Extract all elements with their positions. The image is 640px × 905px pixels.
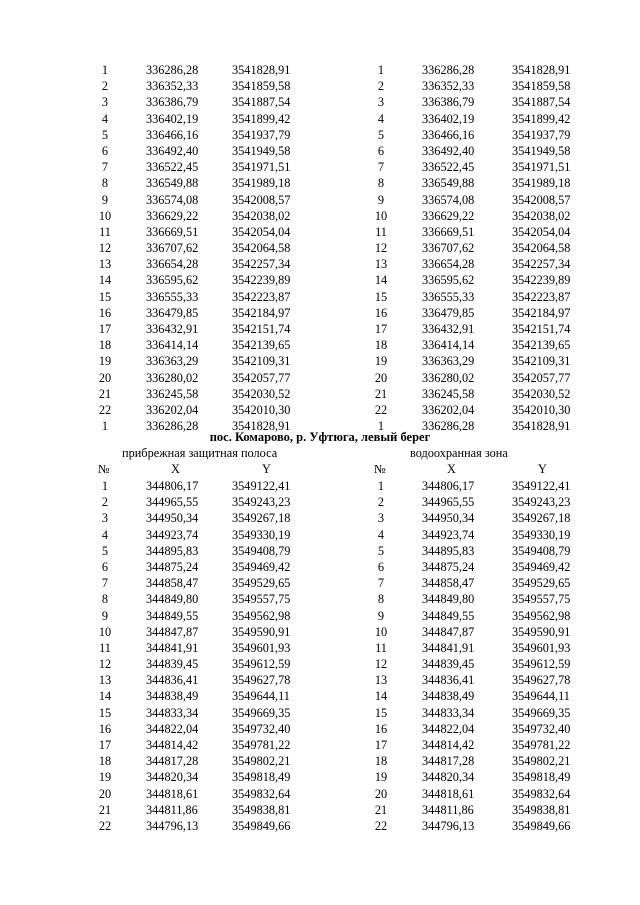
y-coordinate: 3542030,52	[512, 386, 571, 401]
y-coordinate: 3549802,21	[512, 754, 571, 769]
y-coordinate: 3541828,91	[232, 419, 291, 434]
point-number: 12	[374, 241, 388, 256]
y-coordinate: 3541859,58	[232, 79, 291, 94]
x-coordinate: 344858,47	[422, 576, 475, 591]
x-coordinate: 344841,91	[422, 640, 475, 655]
x-coordinate: 336286,28	[422, 419, 475, 434]
x-coordinate: 336352,33	[422, 79, 475, 94]
y-coordinate: 3549557,75	[232, 592, 291, 607]
point-number: 3	[101, 511, 109, 526]
point-number: 8	[101, 176, 109, 191]
point-number: 5	[377, 127, 385, 142]
x-coordinate: 344811,86	[146, 802, 198, 817]
point-number: 1	[377, 63, 385, 77]
y-coordinate: 3549818,49	[512, 770, 571, 785]
y-coordinate: 3549849,66	[512, 818, 571, 833]
x-coordinate: 336363,29	[146, 354, 199, 369]
y-coordinate: 3549669,35	[512, 705, 571, 720]
x-coordinate: 336555,33	[146, 289, 199, 304]
point-number: 9	[101, 192, 109, 207]
point-number: 6	[101, 143, 109, 158]
y-coordinate: 3549557,75	[512, 592, 571, 607]
x-coordinate: 336245,58	[422, 386, 475, 401]
y-coordinate: 3549644,11	[232, 689, 290, 704]
y-coordinate: 3542223,87	[232, 289, 291, 304]
y-coordinate: 3542057,77	[232, 370, 291, 385]
y-coordinate: 3542057,77	[512, 370, 571, 385]
y-coordinate: 3549469,42	[232, 559, 291, 574]
point-number: 10	[98, 624, 112, 639]
point-number: 16	[98, 721, 112, 736]
point-number: 1	[377, 479, 385, 493]
right-header-y: Y	[538, 462, 547, 476]
point-number: 10	[374, 208, 388, 223]
x-coordinate: 344806,17	[146, 479, 199, 493]
x-coordinate: 344875,24	[146, 559, 199, 574]
y-coordinate: 3542239,89	[232, 273, 291, 288]
point-number: 6	[377, 143, 385, 158]
y-coordinate: 3541937,79	[512, 127, 571, 142]
x-coordinate: 344833,34	[146, 705, 199, 720]
y-coordinate: 3542184,97	[232, 305, 291, 320]
y-coordinate: 3549612,59	[232, 657, 291, 672]
y-coordinate: 3549529,65	[512, 576, 571, 591]
point-number: 9	[377, 608, 385, 623]
x-coordinate: 344817,28	[146, 754, 199, 769]
left-subtitle: прибрежная защитная полоса	[122, 446, 278, 460]
y-coordinate: 3542239,89	[512, 273, 571, 288]
y-coordinate: 3549612,59	[512, 657, 571, 672]
point-number: 5	[377, 543, 385, 558]
x-coordinate: 336286,28	[146, 63, 199, 77]
point-number: 21	[98, 386, 112, 401]
x-coordinate: 344820,34	[422, 770, 475, 785]
y-coordinate: 3541989,18	[512, 176, 571, 191]
x-coordinate: 344841,91	[146, 640, 199, 655]
y-coordinate: 3549590,91	[232, 624, 291, 639]
x-coordinate: 344895,83	[422, 543, 475, 558]
x-coordinate: 344833,34	[422, 705, 475, 720]
x-coordinate: 336707,62	[422, 241, 475, 256]
point-number: 3	[101, 95, 109, 110]
point-number: 19	[98, 770, 112, 785]
x-coordinate: 344923,74	[422, 527, 475, 542]
right-header-num: №	[374, 462, 386, 476]
point-number: 17	[98, 738, 112, 752]
x-coordinate: 336402,19	[422, 111, 475, 126]
point-number: 16	[374, 305, 388, 320]
x-coordinate: 344847,87	[422, 624, 475, 639]
y-coordinate: 3542008,57	[232, 192, 291, 207]
y-coordinate: 3549267,18	[512, 511, 571, 526]
point-number: 13	[98, 257, 112, 272]
point-number: 22	[98, 818, 112, 833]
x-coordinate: 336245,58	[146, 386, 199, 401]
point-number: 1	[101, 419, 109, 434]
x-coordinate: 336286,28	[146, 419, 199, 434]
point-number: 7	[377, 576, 385, 591]
y-coordinate: 3549802,21	[232, 754, 291, 769]
point-number: 2	[101, 79, 109, 94]
y-coordinate: 3542010,30	[512, 402, 571, 417]
y-coordinate: 3549562,98	[512, 608, 571, 623]
point-number: 5	[101, 543, 109, 558]
y-coordinate: 3549243,23	[512, 495, 571, 510]
point-number: 14	[374, 689, 388, 704]
x-coordinate: 344820,34	[146, 770, 199, 785]
point-number: 12	[98, 241, 112, 256]
y-coordinate: 3541899,42	[512, 111, 571, 126]
y-coordinate: 3542184,97	[512, 305, 571, 320]
x-coordinate: 336432,91	[422, 322, 475, 336]
x-coordinate: 344858,47	[146, 576, 199, 591]
point-number: 8	[377, 176, 385, 191]
y-coordinate: 3541828,91	[232, 63, 291, 77]
y-coordinate: 3542257,34	[512, 257, 571, 272]
y-coordinate: 3549669,35	[232, 705, 291, 720]
point-number: 7	[377, 160, 385, 175]
y-coordinate: 3542109,31	[232, 354, 291, 369]
y-coordinate: 3549330,19	[232, 527, 291, 542]
y-coordinate: 3541949,58	[232, 143, 291, 158]
y-coordinate: 3549832,64	[232, 786, 291, 801]
y-coordinate: 3542257,34	[232, 257, 291, 272]
y-coordinate: 3549590,91	[512, 624, 571, 639]
x-coordinate: 336654,28	[146, 257, 199, 272]
x-coordinate: 336555,33	[422, 289, 475, 304]
point-number: 18	[374, 338, 388, 353]
x-coordinate: 336286,28	[422, 63, 475, 77]
point-number: 4	[377, 111, 385, 126]
y-coordinate: 3549627,78	[232, 673, 291, 688]
x-coordinate: 344875,24	[422, 559, 475, 574]
point-number: 11	[99, 640, 111, 655]
point-number: 1	[377, 419, 385, 434]
point-number: 20	[374, 786, 388, 801]
point-number: 21	[374, 386, 388, 401]
point-number: 18	[374, 754, 388, 769]
point-number: 22	[374, 818, 388, 833]
y-coordinate: 3541949,58	[512, 143, 571, 158]
x-coordinate: 336432,91	[146, 322, 199, 336]
y-coordinate: 3541828,91	[512, 419, 571, 434]
point-number: 14	[98, 273, 112, 288]
x-coordinate: 344838,49	[146, 689, 199, 704]
x-coordinate: 344814,42	[422, 738, 475, 752]
x-coordinate: 336466,16	[422, 127, 475, 142]
y-coordinate: 3549781,22	[512, 738, 571, 752]
x-coordinate: 336549,88	[146, 176, 199, 191]
x-coordinate: 336363,29	[422, 354, 475, 369]
x-coordinate: 336352,33	[146, 79, 199, 94]
y-coordinate: 3549732,40	[512, 721, 571, 736]
x-coordinate: 344923,74	[146, 527, 199, 542]
y-coordinate: 3541971,51	[232, 160, 291, 175]
point-number: 21	[374, 802, 388, 817]
x-coordinate: 336707,62	[146, 241, 199, 256]
x-coordinate: 344965,55	[422, 495, 475, 510]
point-number: 16	[374, 721, 388, 736]
y-coordinate: 3549408,79	[512, 543, 571, 558]
point-number: 4	[101, 527, 109, 542]
y-coordinate: 3541828,91	[512, 63, 571, 77]
right-header-x: X	[447, 462, 456, 476]
y-coordinate: 3541899,42	[232, 111, 291, 126]
point-number: 11	[375, 224, 387, 239]
x-coordinate: 336386,79	[146, 95, 199, 110]
x-coordinate: 336202,04	[422, 402, 475, 417]
point-number: 7	[101, 576, 109, 591]
y-coordinate: 3549122,41	[512, 479, 571, 493]
y-coordinate: 3549644,11	[512, 689, 570, 704]
y-coordinate: 3549469,42	[512, 559, 571, 574]
x-coordinate: 336629,22	[422, 208, 475, 223]
point-number: 13	[374, 257, 388, 272]
y-coordinate: 3549627,78	[512, 673, 571, 688]
x-coordinate: 344950,34	[422, 511, 475, 526]
x-coordinate: 344849,55	[422, 608, 475, 623]
point-number: 4	[101, 111, 109, 126]
y-coordinate: 3549601,93	[512, 640, 571, 655]
y-coordinate: 3542064,58	[512, 241, 571, 256]
x-coordinate: 336202,04	[146, 402, 199, 417]
x-coordinate: 336595,62	[422, 273, 475, 288]
y-coordinate: 3541859,58	[512, 79, 571, 94]
y-coordinate: 3542030,52	[232, 386, 291, 401]
y-coordinate: 3549330,19	[512, 527, 571, 542]
y-coordinate: 3542038,02	[512, 208, 571, 223]
y-coordinate: 3549838,81	[232, 802, 291, 817]
point-number: 12	[98, 657, 112, 672]
x-coordinate: 344895,83	[146, 543, 199, 558]
x-coordinate: 336414,14	[422, 338, 475, 353]
point-number: 20	[98, 370, 112, 385]
x-coordinate: 336492,40	[146, 143, 199, 158]
x-coordinate: 344965,55	[146, 495, 199, 510]
x-coordinate: 344839,45	[422, 657, 475, 672]
point-number: 22	[374, 402, 388, 417]
point-number: 2	[101, 495, 109, 510]
x-coordinate: 344836,41	[146, 673, 199, 688]
point-number: 19	[374, 770, 388, 785]
y-coordinate: 3549732,40	[232, 721, 291, 736]
point-number: 8	[377, 592, 385, 607]
x-coordinate: 336492,40	[422, 143, 475, 158]
y-coordinate: 3549818,49	[232, 770, 291, 785]
point-number: 10	[374, 624, 388, 639]
x-coordinate: 336479,85	[146, 305, 199, 320]
x-coordinate: 336280,02	[422, 370, 475, 385]
point-number: 5	[101, 127, 109, 142]
y-coordinate: 3549408,79	[232, 543, 291, 558]
x-coordinate: 344818,61	[422, 786, 475, 801]
y-coordinate: 3549122,41	[232, 479, 291, 493]
x-coordinate: 336522,45	[146, 160, 199, 175]
x-coordinate: 344814,42	[146, 738, 199, 752]
point-number: 11	[375, 640, 387, 655]
x-coordinate: 336669,51	[422, 224, 475, 239]
y-coordinate: 3549838,81	[512, 802, 571, 817]
y-coordinate: 3549849,66	[232, 818, 291, 833]
point-number: 11	[99, 224, 111, 239]
x-coordinate: 344836,41	[422, 673, 475, 688]
point-number: 15	[374, 705, 388, 720]
x-coordinate: 336479,85	[422, 305, 475, 320]
y-coordinate: 3549601,93	[232, 640, 291, 655]
y-coordinate: 3542054,04	[512, 224, 571, 239]
y-coordinate: 3541937,79	[232, 127, 291, 142]
point-number: 17	[374, 738, 388, 752]
y-coordinate: 3541989,18	[232, 176, 291, 191]
x-coordinate: 344817,28	[422, 754, 475, 769]
y-coordinate: 3549562,98	[232, 608, 291, 623]
y-coordinate: 3542151,74	[512, 322, 571, 336]
y-coordinate: 3542151,74	[232, 322, 291, 336]
y-coordinate: 3541887,54	[512, 95, 571, 110]
point-number: 3	[377, 511, 385, 526]
y-coordinate: 3549267,18	[232, 511, 291, 526]
point-number: 6	[101, 559, 109, 574]
x-coordinate: 336574,08	[422, 192, 475, 207]
y-coordinate: 3549243,23	[232, 495, 291, 510]
y-coordinate: 3541971,51	[512, 160, 571, 175]
section-title: пос. Комарово, р. Уфтюга, левый берег	[209, 430, 431, 444]
x-coordinate: 344806,17	[422, 479, 475, 493]
y-coordinate: 3542139,65	[232, 338, 291, 353]
x-coordinate: 344849,80	[422, 592, 475, 607]
x-coordinate: 336280,02	[146, 370, 199, 385]
y-coordinate: 3541887,54	[232, 95, 291, 110]
x-coordinate: 344796,13	[146, 818, 199, 833]
y-coordinate: 3542223,87	[512, 289, 571, 304]
point-number: 6	[377, 559, 385, 574]
y-coordinate: 3542010,30	[232, 402, 291, 417]
point-number: 21	[98, 802, 112, 817]
x-coordinate: 344849,55	[146, 608, 199, 623]
x-coordinate: 344818,61	[146, 786, 199, 801]
x-coordinate: 336549,88	[422, 176, 475, 191]
point-number: 18	[98, 754, 112, 769]
point-number: 14	[98, 689, 112, 704]
y-coordinate: 3542064,58	[232, 241, 291, 256]
x-coordinate: 336654,28	[422, 257, 475, 272]
point-number: 19	[374, 354, 388, 369]
x-coordinate: 344811,86	[422, 802, 474, 817]
x-coordinate: 344796,13	[422, 818, 475, 833]
x-coordinate: 336522,45	[422, 160, 475, 175]
left-header-y: Y	[262, 462, 271, 476]
x-coordinate: 336629,22	[146, 208, 199, 223]
right-subtitle: водоохранная зона	[410, 446, 508, 460]
x-coordinate: 336386,79	[422, 95, 475, 110]
y-coordinate: 3549832,64	[512, 786, 571, 801]
point-number: 17	[374, 322, 388, 336]
point-number: 13	[374, 673, 388, 688]
point-number: 7	[101, 160, 109, 175]
x-coordinate: 336414,14	[146, 338, 199, 353]
point-number: 14	[374, 273, 388, 288]
left-header-x: X	[171, 462, 180, 476]
x-coordinate: 336574,08	[146, 192, 199, 207]
point-number: 4	[377, 527, 385, 542]
left-header-num: №	[98, 462, 110, 476]
x-coordinate: 344838,49	[422, 689, 475, 704]
point-number: 10	[98, 208, 112, 223]
point-number: 9	[101, 608, 109, 623]
y-coordinate: 3549529,65	[232, 576, 291, 591]
point-number: 15	[374, 289, 388, 304]
point-number: 1	[101, 63, 109, 77]
point-number: 18	[98, 338, 112, 353]
x-coordinate: 344849,80	[146, 592, 199, 607]
point-number: 19	[98, 354, 112, 369]
x-coordinate: 344950,34	[146, 511, 199, 526]
point-number: 1	[101, 479, 109, 493]
y-coordinate: 3542109,31	[512, 354, 571, 369]
x-coordinate: 344839,45	[146, 657, 199, 672]
point-number: 15	[98, 289, 112, 304]
point-number: 2	[377, 79, 385, 94]
x-coordinate: 336595,62	[146, 273, 199, 288]
x-coordinate: 336402,19	[146, 111, 199, 126]
x-coordinate: 344847,87	[146, 624, 199, 639]
y-coordinate: 3542054,04	[232, 224, 291, 239]
point-number: 2	[377, 495, 385, 510]
point-number: 8	[101, 592, 109, 607]
y-coordinate: 3549781,22	[232, 738, 291, 752]
point-number: 3	[377, 95, 385, 110]
y-coordinate: 3542139,65	[512, 338, 571, 353]
x-coordinate: 336466,16	[146, 127, 199, 142]
point-number: 20	[98, 786, 112, 801]
point-number: 9	[377, 192, 385, 207]
x-coordinate: 336669,51	[146, 224, 199, 239]
point-number: 20	[374, 370, 388, 385]
y-coordinate: 3542008,57	[512, 192, 571, 207]
point-number: 17	[98, 322, 112, 336]
point-number: 15	[98, 705, 112, 720]
x-coordinate: 344822,04	[422, 721, 475, 736]
y-coordinate: 3542038,02	[232, 208, 291, 223]
point-number: 16	[98, 305, 112, 320]
point-number: 12	[374, 657, 388, 672]
point-number: 22	[98, 402, 112, 417]
x-coordinate: 344822,04	[146, 721, 199, 736]
point-number: 13	[98, 673, 112, 688]
